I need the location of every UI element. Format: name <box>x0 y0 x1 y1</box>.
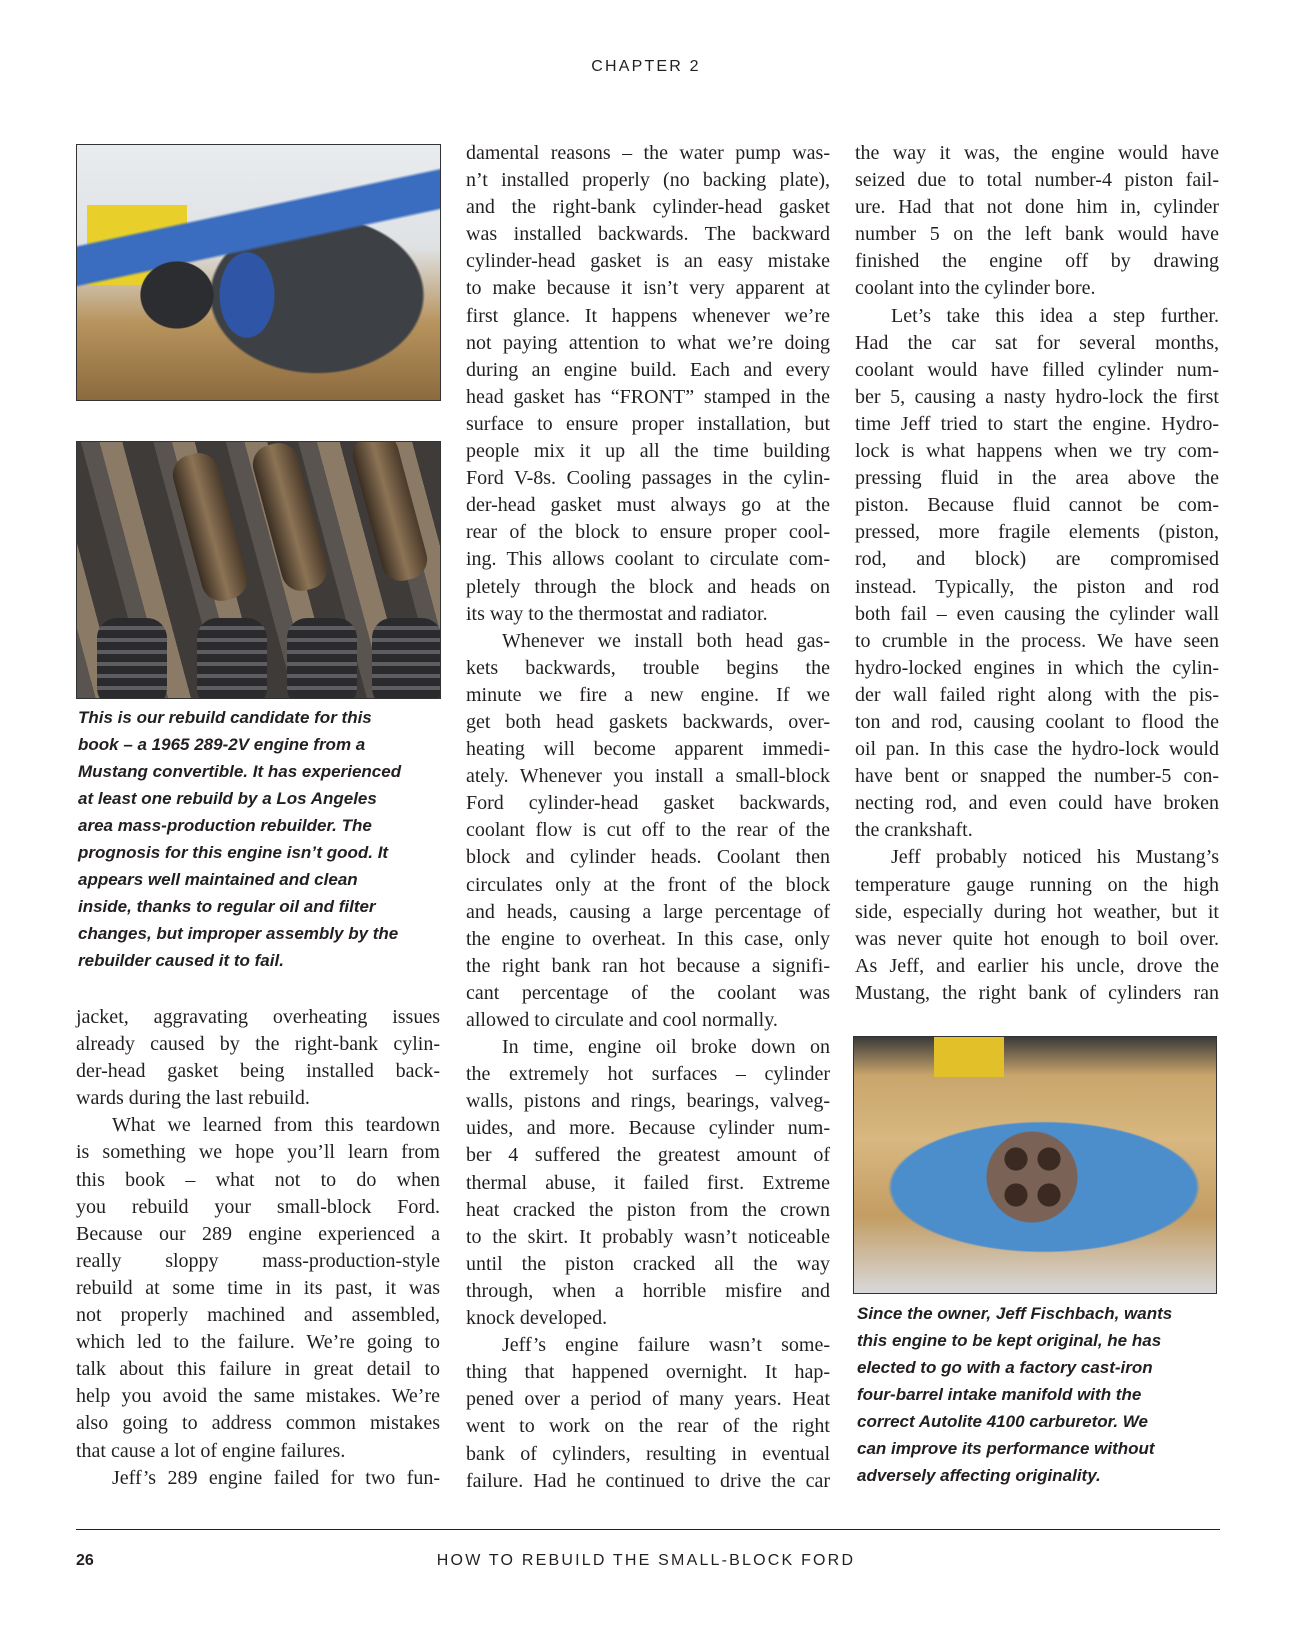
valve-spring <box>197 618 267 699</box>
photo-caption <box>78 704 442 974</box>
text-column-2 <box>466 140 830 1495</box>
text-line: coolant into the cylinder bore. <box>855 277 1096 300</box>
text-line: ing. This allows coolant to circulate com- <box>466 548 830 571</box>
text-line: Let’s take this idea a step further. <box>891 304 1219 327</box>
text-column-1 <box>76 1004 440 1492</box>
text-line: coolant would have filled cylinder num- <box>855 358 1219 381</box>
text-line: this book – what not to do when <box>76 1168 440 1191</box>
text-line: temperature gauge running on the high <box>855 873 1219 896</box>
text-line: rebuild at some time in its past, it was <box>76 1276 440 1299</box>
text-line: Ford V-8s. Cooling passages in the cylin- <box>466 467 830 490</box>
text-line: really sloppy mass-production-style <box>76 1249 440 1272</box>
text-line: ber 4 suffered the greatest amount of <box>466 1144 830 1167</box>
text-line: the engine to overheat. In this case, only <box>466 927 830 950</box>
text-line: the right bank ran hot because a signifi- <box>466 954 830 977</box>
text-line: der-head gasket must always go at the <box>466 494 830 517</box>
text-line: went to work on the rear of the right <box>466 1415 830 1438</box>
text-line: oil pan. In this case the hydro-lock would <box>855 738 1219 761</box>
text-line: not properly machined and assembled, <box>76 1304 440 1327</box>
text-line: der-head gasket being installed back- <box>76 1060 440 1083</box>
text-line: both fail – even causing the cylinder wall <box>855 602 1219 625</box>
text-line: seized due to total number-4 piston fail- <box>855 169 1219 192</box>
text-line: damental reasons – the water pump was- <box>466 142 830 164</box>
text-line: not paying attention to what we’re doing <box>466 331 830 354</box>
text-line: have bent or snapped the number-5 con- <box>855 765 1219 788</box>
text-line: you rebuild your small-block Ford. <box>76 1195 440 1218</box>
text-line: Mustang, the right bank of cylinders ran <box>855 981 1219 1004</box>
text-line: the crankshaft. <box>855 819 973 842</box>
text-line: heating will become apparent immedi- <box>466 738 830 761</box>
text-line: talk about this failure in great detail to <box>76 1358 440 1381</box>
text-line: Jeff’s engine failure wasn’t some- <box>502 1334 830 1357</box>
text-line: block and cylinder heads. Coolant then <box>466 846 830 869</box>
caption-line: rebuilder caused it to fail. <box>78 951 284 970</box>
text-line: rod, and block) are compromised <box>855 548 1219 571</box>
text-line: surface to ensure proper installation, but <box>466 412 830 435</box>
rocker-arm <box>348 441 431 585</box>
photo-caption <box>857 1300 1221 1489</box>
text-line: through, when a horrible misfire and <box>466 1279 830 1302</box>
text-line: instead. Typically, the piston and rod <box>855 575 1219 598</box>
text-line: Jeff’s 289 engine failed for two fun- <box>112 1466 440 1489</box>
text-line: that cause a lot of engine failures. <box>76 1439 346 1462</box>
text-line: Had the car sat for several months, <box>855 331 1219 354</box>
text-line: ure. Had that not done him in, cylinder <box>855 196 1219 219</box>
text-line: the extremely hot surfaces – cylinder <box>466 1063 830 1086</box>
text-line: finished the engine off by drawing <box>855 250 1219 273</box>
caption-line: correct Autolite 4100 carburetor. We <box>857 1412 1148 1431</box>
text-line: minute we fire a new engine. If we <box>466 683 830 706</box>
text-column-3 <box>855 140 1219 1007</box>
text-line: heat cracked the piston from the crown <box>466 1198 830 1221</box>
text-line: pened over a period of many years. Heat <box>466 1388 830 1411</box>
text-line: until the piston cracked all the way <box>466 1252 830 1275</box>
valve-spring <box>97 618 167 699</box>
text-line: lock is what happens when we try com- <box>855 440 1219 463</box>
text-line: already caused by the right-bank cylin- <box>76 1033 440 1056</box>
text-line: rear of the block to ensure proper cool- <box>466 521 830 544</box>
caption-line: prognosis for this engine isn’t good. It <box>78 843 389 862</box>
caption-line: inside, thanks to regular oil and filter <box>78 897 376 916</box>
text-line: As Jeff, and earlier his uncle, drove the <box>855 954 1219 977</box>
text-line: Jeff probably noticed his Mustang’s <box>891 846 1219 869</box>
text-line: also going to address common mistakes <box>76 1412 440 1435</box>
text-line: pressing fluid in the area above the <box>855 467 1219 490</box>
text-line: get both head gaskets backwards, over- <box>466 710 830 733</box>
caption-line: adversely affecting originality. <box>857 1466 1101 1485</box>
text-line: to make because it isn’t very apparent at <box>466 277 830 300</box>
page-number: 26 <box>76 1552 94 1569</box>
text-line: during an engine build. Each and every <box>466 358 830 381</box>
text-line: cant percentage of the coolant was <box>466 981 830 1004</box>
caption-line: elected to go with a factory cast-iron <box>857 1358 1153 1377</box>
text-line: help you avoid the same mistakes. We’re <box>76 1385 440 1408</box>
caption-line: Since the owner, Jeff Fischbach, wants <box>857 1304 1173 1323</box>
text-line: was installed backwards. The backward <box>466 223 830 246</box>
text-line: cylinder-head gasket is an easy mistake <box>466 250 830 273</box>
text-line: ton and rod, causing coolant to flood the <box>855 710 1219 733</box>
caption-line: This is our rebuild candidate for this <box>78 708 372 727</box>
text-line: Because our 289 engine experienced a <box>76 1222 440 1245</box>
text-line: necting rod, and even could have broken <box>855 792 1219 815</box>
caption-line: Mustang convertible. It has experienced <box>78 762 402 781</box>
text-line: and heads, causing a large percentage of <box>466 900 830 923</box>
text-line: coolant flow is cut off to the rear of the <box>466 819 830 842</box>
caption-line: changes, but improper assembly by the <box>78 924 399 943</box>
rocker-arm <box>248 441 331 595</box>
text-line: its way to the thermostat and radiator. <box>466 602 768 625</box>
text-line: ber 5, causing a nasty hydro-lock the first <box>855 385 1219 408</box>
text-line: and the right-bank cylinder-head gasket <box>466 196 830 219</box>
text-line: hydro-locked engines in which the cylin- <box>855 656 1219 679</box>
text-line: piston. Because fluid cannot be com- <box>855 494 1219 517</box>
valve-spring <box>372 618 441 699</box>
text-line: n’t installed properly (no backing plate), <box>466 169 830 192</box>
text-line: side, especially during hot weather, but it <box>855 900 1219 923</box>
text-line: number 5 on the left bank would have <box>855 223 1219 246</box>
text-line: der wall failed right along with the pis- <box>855 683 1219 706</box>
photo-engine-block <box>76 144 441 401</box>
caption-line: can improve its performance without <box>857 1439 1155 1458</box>
text-line: thermal abuse, it failed first. Extreme <box>466 1171 830 1194</box>
text-line: circulates only at the front of the block <box>466 873 830 896</box>
chapter-header: CHAPTER 2 <box>591 58 701 75</box>
caption-line: four-barrel intake manifold with the <box>857 1385 1142 1404</box>
text-line: failure. Had he continued to drive the car <box>466 1469 830 1492</box>
text-line: which led to the failure. We’re going to <box>76 1331 440 1354</box>
text-line: jacket, aggravating overheating issues <box>76 1006 440 1028</box>
text-line: Ford cylinder-head gasket backwards, <box>466 792 830 815</box>
text-line: to the skirt. It probably wasn’t noticeable <box>466 1225 830 1248</box>
caption-line: appears well maintained and clean <box>78 870 358 889</box>
text-line: uides, and more. Because cylinder num- <box>466 1117 830 1140</box>
text-line: What we learned from this teardown <box>112 1114 440 1137</box>
text-line: knock developed. <box>466 1307 608 1330</box>
caption-line: this engine to be kept original, he has <box>857 1331 1162 1350</box>
text-line: first glance. It happens whenever we’re <box>466 304 830 327</box>
text-line: to crumble in the process. We have seen <box>855 629 1219 652</box>
text-line: time Jeff tried to start the engine. Hydro- <box>855 412 1219 435</box>
book-title: HOW TO REBUILD THE SMALL-BLOCK FORD <box>436 1552 856 1569</box>
text-line: pressed, more fragile elements (piston, <box>855 521 1219 544</box>
text-line: wards during the last rebuild. <box>76 1087 310 1110</box>
photo-rocker-arms <box>76 441 441 699</box>
caption-line: area mass-production rebuilder. The <box>78 816 372 835</box>
text-line: kets backwards, trouble begins the <box>466 656 830 679</box>
caption-line: book – a 1965 289-2V engine from a <box>78 735 366 754</box>
rocker-arm <box>168 449 251 606</box>
text-line: allowed to circulate and cool normally. <box>466 1009 778 1031</box>
text-line: In time, engine oil broke down on <box>502 1036 830 1059</box>
footer-rule <box>76 1529 1220 1530</box>
text-line: ately. Whenever you install a small-block <box>466 765 830 788</box>
text-line: the way it was, the engine would have <box>855 142 1219 164</box>
caption-line: at least one rebuild by a Los Angeles <box>78 789 377 808</box>
text-line: people mix it up all the time building <box>466 440 830 463</box>
text-line: is something we hope you’ll learn from <box>76 1141 440 1164</box>
text-line: thing that happened overnight. It hap- <box>466 1361 830 1384</box>
text-line: Whenever we install both head gas- <box>502 629 830 652</box>
text-line: pletely through the block and heads on <box>466 575 830 598</box>
photo-intake-manifold <box>853 1036 1217 1294</box>
text-line: was never quite hot enough to boil over. <box>855 927 1219 950</box>
valve-spring <box>287 618 357 699</box>
text-line: head gasket has “FRONT” stamped in the <box>466 385 830 408</box>
text-line: bank of cylinders, resulting in eventual <box>466 1442 830 1465</box>
text-line: walls, pistons and rings, bearings, valveg- <box>466 1090 830 1113</box>
